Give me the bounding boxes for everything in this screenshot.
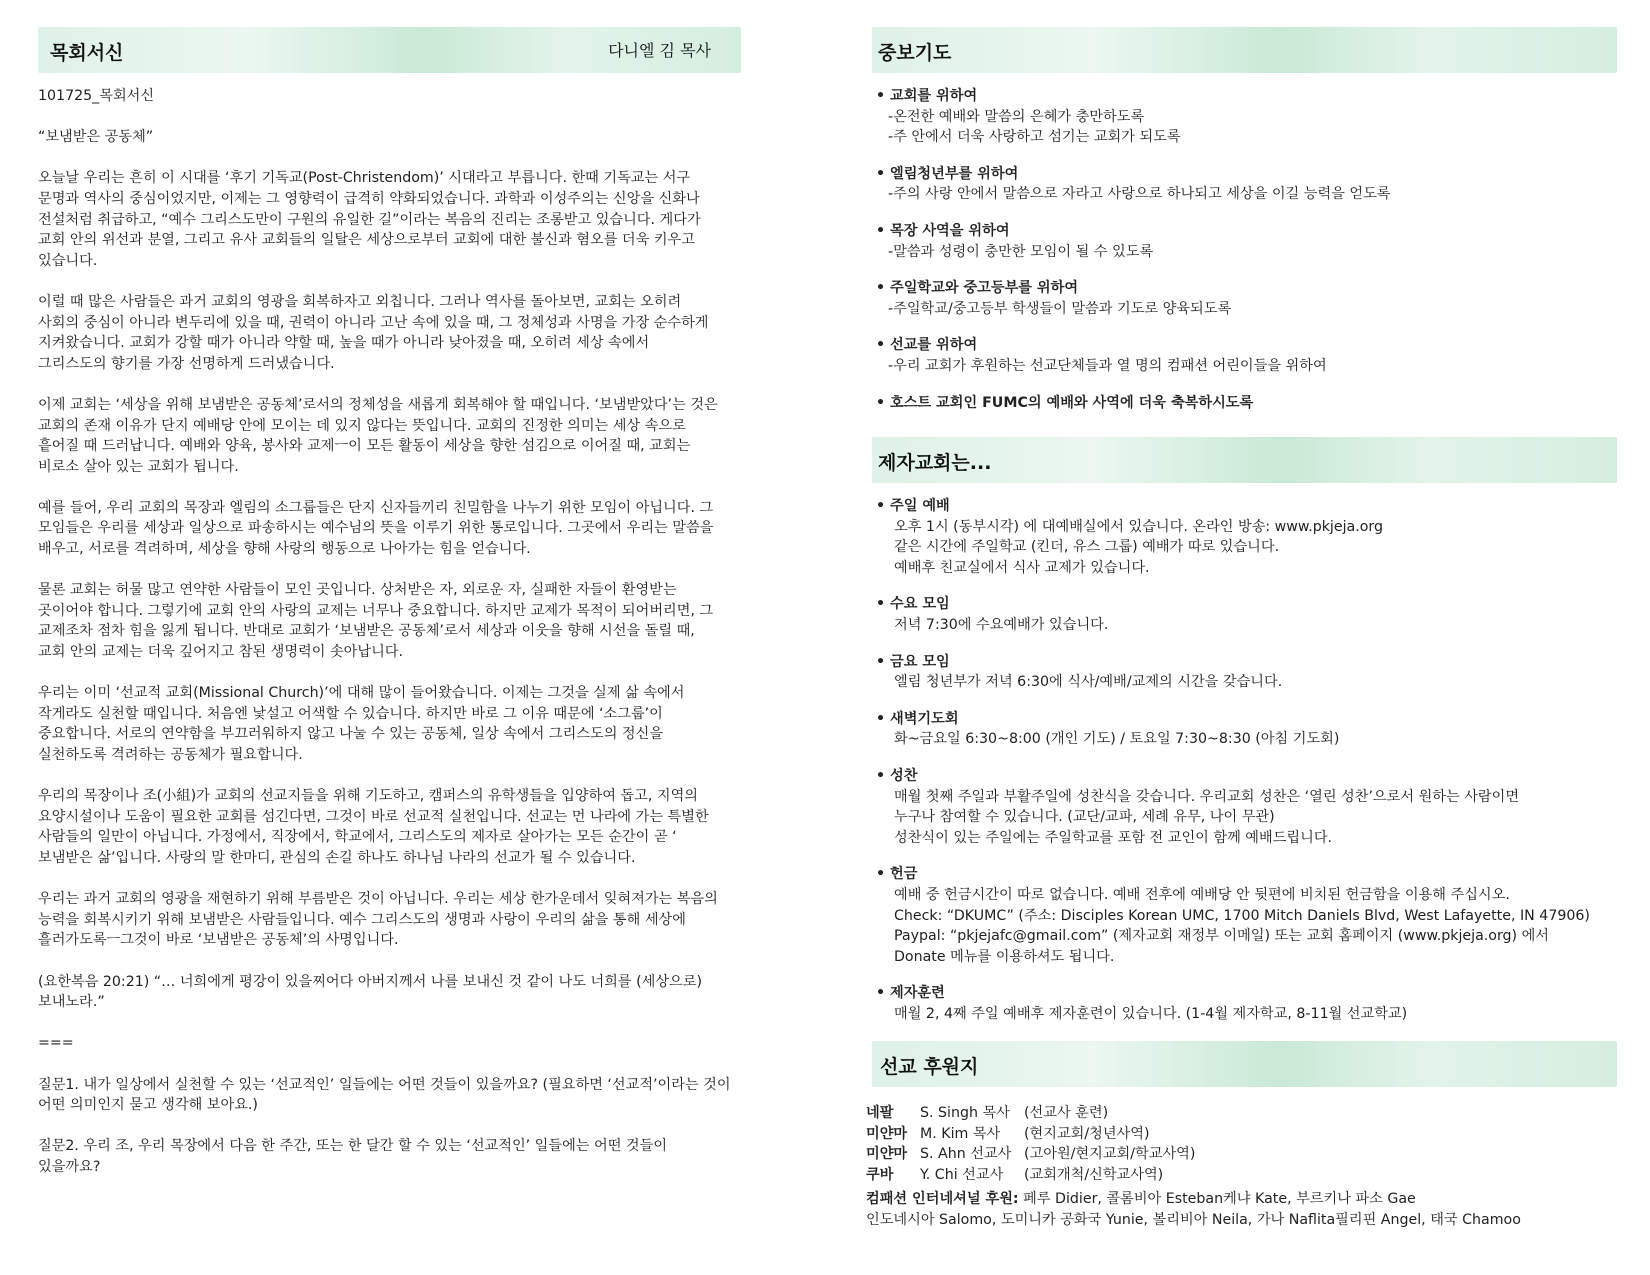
mission-country: 미얀마: [866, 1125, 908, 1142]
letter-question-2: 질문2. 우리 조, 우리 목장에서 다음 한 주간, 또는 한 달간 할 수 있는 ‘선교적인’ 일들에는 어떤 것들이 있을까요?: [38, 1138, 668, 1175]
prayer-item: • 주일학교와 중고등부를 위하여 -주일학교/중고등부 학생들이 말씀과 기도로 양육되도록: [876, 278, 1616, 319]
letter-paragraph: 오늘날 우리는 흔히 이 시대를 ‘후기 기독교(Post-Christendom)’ 시대라고 부릅니다. 한때 기독교는 서구 문명과 역사의 중심이었지만, 이제는 그 영향력이 급격히 약화되었습니다. 과학과 이성주의는 신앙을 신화나 전설처럼 취급하고, “예수 그리스도만이 구원의 유일한 길”이라는 복음의 진리는 조롱받고 있습니다. 게다가 교회 안의 위선과 분열, 그리고 유사 교회들의 일탈은 세상으로부터 교회에 대한 불신과 혐오를 더욱 키우고 있습니다.: [38, 170, 701, 269]
prayer-item-line: -주일학교/중고등부 학생들이 말씀과 기도로 양육되도록: [888, 300, 1232, 317]
mission-country: 쿠바: [866, 1166, 894, 1183]
church-info-line: 예배후 친교실에서 식사 교제가 있습니다.: [894, 559, 1150, 576]
church-info-item: • 새벽기도회 화~금요일 6:30~8:00 (개인 기도) / 토요일 7:30~8:30 (아침 기도회): [876, 709, 1621, 750]
church-info-item-title: 금요 모임: [890, 653, 950, 670]
church-info-item: • 주일 예배 오후 1시 (동부시각) 에 대예배실에서 있습니다. 온라인 방송: www.pkjeja.org 같은 시간에 주일학교 (킨더, 유스 그룹) 예배가 따로 있습니다. 예배후 친교실에서 식사 교제가 있습니다.: [876, 496, 1621, 578]
church-info-item-title: 제자훈련: [890, 985, 945, 1002]
prayer-item-line: -주의 사랑 안에서 말씀으로 자라고 사랑으로 하나되고 세상을 이길 능력을 얻도록: [888, 186, 1391, 203]
mission-row: [866, 1124, 1626, 1145]
church-info-item: • 수요 모임 저녁 7:30에 수요예배가 있습니다.: [876, 594, 1621, 635]
church-info-line: 누구나 참여할 수 있습니다. (교단/교파, 세례 유무, 나이 무관): [894, 809, 1275, 826]
prayer-item: • 호스트 교회인 FUMC의 예배와 사역에 더욱 축복하시도록: [876, 394, 1254, 411]
mission-name: M. Kim 목사: [920, 1125, 1001, 1142]
church-info-item: • 성찬 매월 첫째 주일과 부활주일에 성찬식을 갖습니다. 우리교회 성찬은 ‘열린 성찬’으로서 원하는 사람이면 누구나 참여할 수 있습니다. (교단/교파, 세례 유무, 나이 무관) 성찬식이 있는 주일에는 주일학교를 포함 전 교인이 함께 예배드립니다.: [876, 766, 1621, 848]
prayer-title: 중보기도: [878, 42, 952, 64]
church-info-item-title: 새벽기도회: [890, 710, 959, 727]
church-info-item: • 금요 모임 엘림 청년부가 저녁 6:30에 식사/예배/교제의 시간을 갖습니다.: [876, 652, 1621, 693]
pastoral-letter-author: 다니엘 김 목사: [608, 41, 711, 60]
church-info-line: 매월 첫째 주일과 부활주일에 성찬식을 갖습니다. 우리교회 성찬은 ‘열린 성찬’으로서 원하는 사람이면: [894, 788, 1520, 805]
letter-paragraph: 물론 교회는 허물 많고 연약한 사람들이 모인 곳입니다. 상처받은 자, 외로운 자, 실패한 자들이 환영받는 곳이어야 합니다. 그렇기에 교회 안의 사랑의 교제는 너무나 중요합니다. 하지만 교제가 목적이 되어버리면, 그 교제조차 점차 힘을 잃게 됩니다. 반대로 교회가 ‘보냄받은 공동체’로서 세상과 이웃을 향해 시선을 돌릴 때, 교회 안의 교제는 더욱 깊어지고 참된 생명력이 솟아납니다.: [38, 582, 714, 661]
mission-banner: [872, 1041, 1617, 1087]
prayer-item: • 목장 사역을 위하여 -말씀과 성령이 충만한 모임이 될 수 있도록: [876, 221, 1616, 262]
compassion-line-2: 인도네시아 Salomo, 도미니카 공화국 Yunie, 볼리비아 Neila, 가나 Naflita필리핀 Angel, 태국 Chamoo: [866, 1211, 1521, 1228]
prayer-item: • 교회를 위하여 -온전한 예배와 말씀의 은혜가 충만하도록 -주 안에서 더욱 사랑하고 섬기는 교회가 되도록: [876, 86, 1616, 148]
letter-date-line: 101725_목회서신: [38, 88, 155, 104]
mission-row: [866, 1144, 1626, 1165]
prayer-item-title: 주일학교와 중고등부를 위하여: [890, 280, 1079, 297]
church-info-item-title: 헌금: [890, 866, 918, 883]
church-info-line: Paypal: “pkjejafc@gmail.com” (제자교회 재정부 이메일) 또는 교회 홈페이지 (www.pkjeja.org) 에서: [894, 928, 1550, 945]
mission-row: [866, 1165, 1626, 1186]
prayer-item-title: 선교를 위하여: [890, 337, 978, 354]
letter-paragraph: 예를 들어, 우리 교회의 목장과 엘림의 소그룹들은 단지 신자들끼리 친밀함을 나누기 위한 모임이 아닙니다. 그 모임들은 우리를 세상과 일상으로 파송하시는 예수님의 뜻을 이루기 위한 통로입니다. 그곳에서 우리는 말씀을 배우고, 서로를 격려하며, 세상을 향해 사랑의 행동으로 나아가는 힘을 얻습니다.: [38, 499, 714, 558]
mission-name: Y. Chi 선교사: [920, 1166, 1004, 1183]
mission-role: (선교사 훈련): [1024, 1105, 1109, 1121]
letter-paragraph: 우리는 과거 교회의 영광을 재현하기 위해 부름받은 것이 아닙니다. 우리는 세상 한가운데서 잊혀져가는 복음의 능력을 회복시키기 위해 보냄받은 사람들입니다. 예수 그리스도의 생명과 사랑이 우리의 삶을 통해 세상에 흘러가도록ㅡ그것이 바로 ‘보냄받은 공동체’의 사명입니다.: [38, 891, 718, 949]
compassion-sponsorship: [866, 1189, 1626, 1210]
church-info-list: [876, 496, 1621, 1040]
pastoral-letter-title: 목회서신: [50, 42, 124, 64]
church-info-line: 화~금요일 6:30~8:00 (개인 기도) / 토요일 7:30~8:30 (아침 기도회): [894, 731, 1340, 748]
mission-list: [866, 1103, 1626, 1231]
church-info-item-title: 주일 예배: [890, 498, 950, 514]
pastoral-letter-body: [38, 86, 778, 1198]
church-info-item: • 제자훈련 매월 2, 4째 주일 예배후 제자훈련이 있습니다. (1-4월 제자학교, 8-11월 선교학교): [876, 983, 1621, 1024]
church-info-item-title: 수요 모임: [890, 596, 950, 613]
mission-role: (교회개척/신학교사역): [1024, 1166, 1164, 1183]
letter-title: “보냄받은 공동체”: [38, 129, 154, 146]
mission-name: S. Singh 목사: [920, 1105, 1010, 1121]
letter-question-1: 질문1. 내가 일상에서 실천할 수 있는 ‘선교적인’ 일들에는 어떤 것들이 있을까요? (필요하면 ‘선교적’이라는 것이 어떤 의미인지 묻고 생각해 보아요.): [38, 1076, 731, 1114]
church-info-line: Donate 메뉴를 이용하셔도 됩니다.: [894, 948, 1115, 965]
compassion-label: 컴패션 인터네셔널 후원:: [866, 1191, 1019, 1208]
pastoral-letter-banner: [38, 27, 741, 73]
mission-country: 미얀마: [866, 1146, 908, 1163]
mission-role: (고아원/현지교회/학교사역): [1024, 1146, 1196, 1163]
prayer-item-line: -주 안에서 더욱 사랑하고 섬기는 교회가 되도록: [888, 129, 1181, 146]
letter-paragraph: 우리는 이미 ‘선교적 교회(Missional Church)’에 대해 많이 들어왔습니다. 이제는 그것을 실제 삶 속에서 작게라도 실천할 때입니다. 처음엔 낯설고 어색할 수 있습니다. 하지만 바로 그 이유 때문에 ‘소그룹’이 중요합니다. 서로의 연약함을 부끄러워하지 않고 나눌 수 있는 공동체, 일상 속에서 그리스도의 정신을 실천하도록 격려하는 공동체가 필요합니다.: [38, 685, 685, 763]
mission-title: 선교 후원지: [880, 1056, 979, 1078]
letter-paragraph: 우리의 목장이나 조(小組)가 교회의 선교지들을 위해 기도하고, 캠퍼스의 유학생들을 입양하여 돕고, 지역의 요양시설이나 도움이 필요한 교회를 섬긴다면, 그것이 바로 선교적 실천입니다. 선교는 먼 나라에 가는 특별한 사람들의 일만이 아닙니다. 가정에서, 직장에서, 학교에서, 그리스도의 제자로 살아가는 모든 순간이 곧 ‘ 보냄받은 삶’입니다. 사랑의 말 한마디, 관심의 손길 하나도 하나님 나라의 선교가 될 수 있습니다.: [38, 788, 709, 866]
church-info-line: 엘림 청년부가 저녁 6:30에 식사/예배/교제의 시간을 갖습니다.: [894, 674, 1283, 691]
church-info-title: 제자교회는...: [878, 452, 992, 474]
prayer-item-title: 엘림청년부를 위하여: [890, 165, 1019, 182]
church-info-line: 저녁 7:30에 수요예배가 있습니다.: [894, 616, 1109, 633]
mission-name: S. Ahn 선교사: [920, 1146, 1012, 1163]
prayer-banner: [872, 27, 1617, 73]
letter-paragraph: 이제 교회는 ‘세상을 위해 보냄받은 공동체’로서의 정체성을 새롭게 회복해야 할 때입니다. ‘보냄받았다’는 것은 교회의 존재 이유가 단지 예배당 안에 모이는 데 있지 않다는 뜻입니다. 교회의 진정한 의미는 세상 속으로 흩어질 때 드러납니다. 예배와 양육, 봉사와 교제ㅡ이 모든 활동이 세상을 향한 섬김으로 이어질 때, 교회는 비로소 살아 있는 교회가 됩니다.: [38, 396, 718, 475]
prayer-item: • 엘림청년부를 위하여 -주의 사랑 안에서 말씀으로 자라고 사랑으로 하나되고 세상을 이길 능력을 얻도록: [876, 164, 1616, 205]
prayer-list: [876, 86, 1616, 429]
letter-scripture: (요한복음 20:21) “… 너희에게 평강이 있을찌어다 아버지께서 나를 보내신 것 같이 나도 너희를 (세상으로) 보내노라.”: [38, 973, 702, 1011]
prayer-item-title: 교회를 위하여: [890, 88, 978, 104]
church-info-line: 매월 2, 4째 주일 예배후 제자훈련이 있습니다. (1-4월 제자학교, 8-11월 선교학교): [894, 1005, 1408, 1022]
prayer-item-line: -우리 교회가 후원하는 선교단체들과 열 명의 컴패션 어린이들을 위하여: [888, 357, 1327, 374]
church-info-line: 예배 중 헌금시간이 따로 없습니다. 예배 전후에 예배당 안 뒷편에 비치된 헌금함을 이용해 주십시오.: [894, 886, 1510, 903]
prayer-item-title: 목장 사역을 위하여: [890, 222, 1010, 239]
church-info-item: • 헌금 예배 중 헌금시간이 따로 없습니다. 예배 전후에 예배당 안 뒷편에 비치된 헌금함을 이용해 주십시오. Check: “DKUMC” (주소: Disciples Korean UMC, 1700 Mitch Daniels Blvd, West Lafayette, IN 47906) Paypal: “pkjejafc@gmail.com” (제자교회 재정부 이메일) 또는 교회 홈페이지 (www.pkjeja.org) 에서 Donate 메뉴를 이용하셔도 됩니다.: [876, 864, 1621, 967]
mission-country: 네팔: [866, 1105, 894, 1121]
mission-row: [866, 1103, 1626, 1124]
prayer-item-title: 호스트 교회인 FUMC의 예배와 사역에 더욱 축복하시도록: [890, 394, 1254, 411]
church-info-line: 같은 시간에 주일학교 (킨더, 유스 그룹) 예배가 따로 있습니다.: [894, 539, 1280, 556]
church-info-line: 성찬식이 있는 주일에는 주일학교를 포함 전 교인이 함께 예배드립니다.: [894, 829, 1333, 846]
church-info-line: Check: “DKUMC” (주소: Disciples Korean UMC, 1700 Mitch Daniels Blvd, West Lafayette, IN 47906): [894, 907, 1590, 924]
prayer-item-line: -온전한 예배와 말씀의 은혜가 충만하도록: [888, 108, 1145, 125]
letter-divider: ===: [38, 1035, 74, 1052]
prayer-item-line: -말씀과 성령이 충만한 모임이 될 수 있도록: [888, 243, 1154, 260]
church-info-banner: [872, 437, 1617, 483]
church-info-line: 오후 1시 (동부시각) 에 대예배실에서 있습니다. 온라인 방송: www.pkjeja.org: [894, 518, 1384, 535]
mission-role: (현지교회/청년사역): [1024, 1125, 1150, 1142]
church-info-item-title: 성찬: [890, 767, 918, 784]
letter-paragraph: 이럴 때 많은 사람들은 과거 교회의 영광을 회복하자고 외칩니다. 그러나 역사를 돌아보면, 교회는 오히려 사회의 중심이 아니라 변두리에 있을 때, 권력이 아니라 고난 속에 있을 때, 그 정체성과 사명을 가장 순수하게 지켜왔습니다. 교회가 강할 때가 아니라 약할 때, 높을 때가 아니라 낮아졌을 때, 오히려 세상 속에서 그리스도의 향기를 가장 선명하게 드러냈습니다.: [38, 293, 709, 372]
prayer-item: • 선교를 위하여 -우리 교회가 후원하는 선교단체들과 열 명의 컴패션 어린이들을 위하여: [876, 335, 1616, 376]
compassion-line-1: 페루 Didier, 콜롬비아 Esteban케냐 Kate, 부르키나 파소 Gae: [1018, 1191, 1416, 1208]
